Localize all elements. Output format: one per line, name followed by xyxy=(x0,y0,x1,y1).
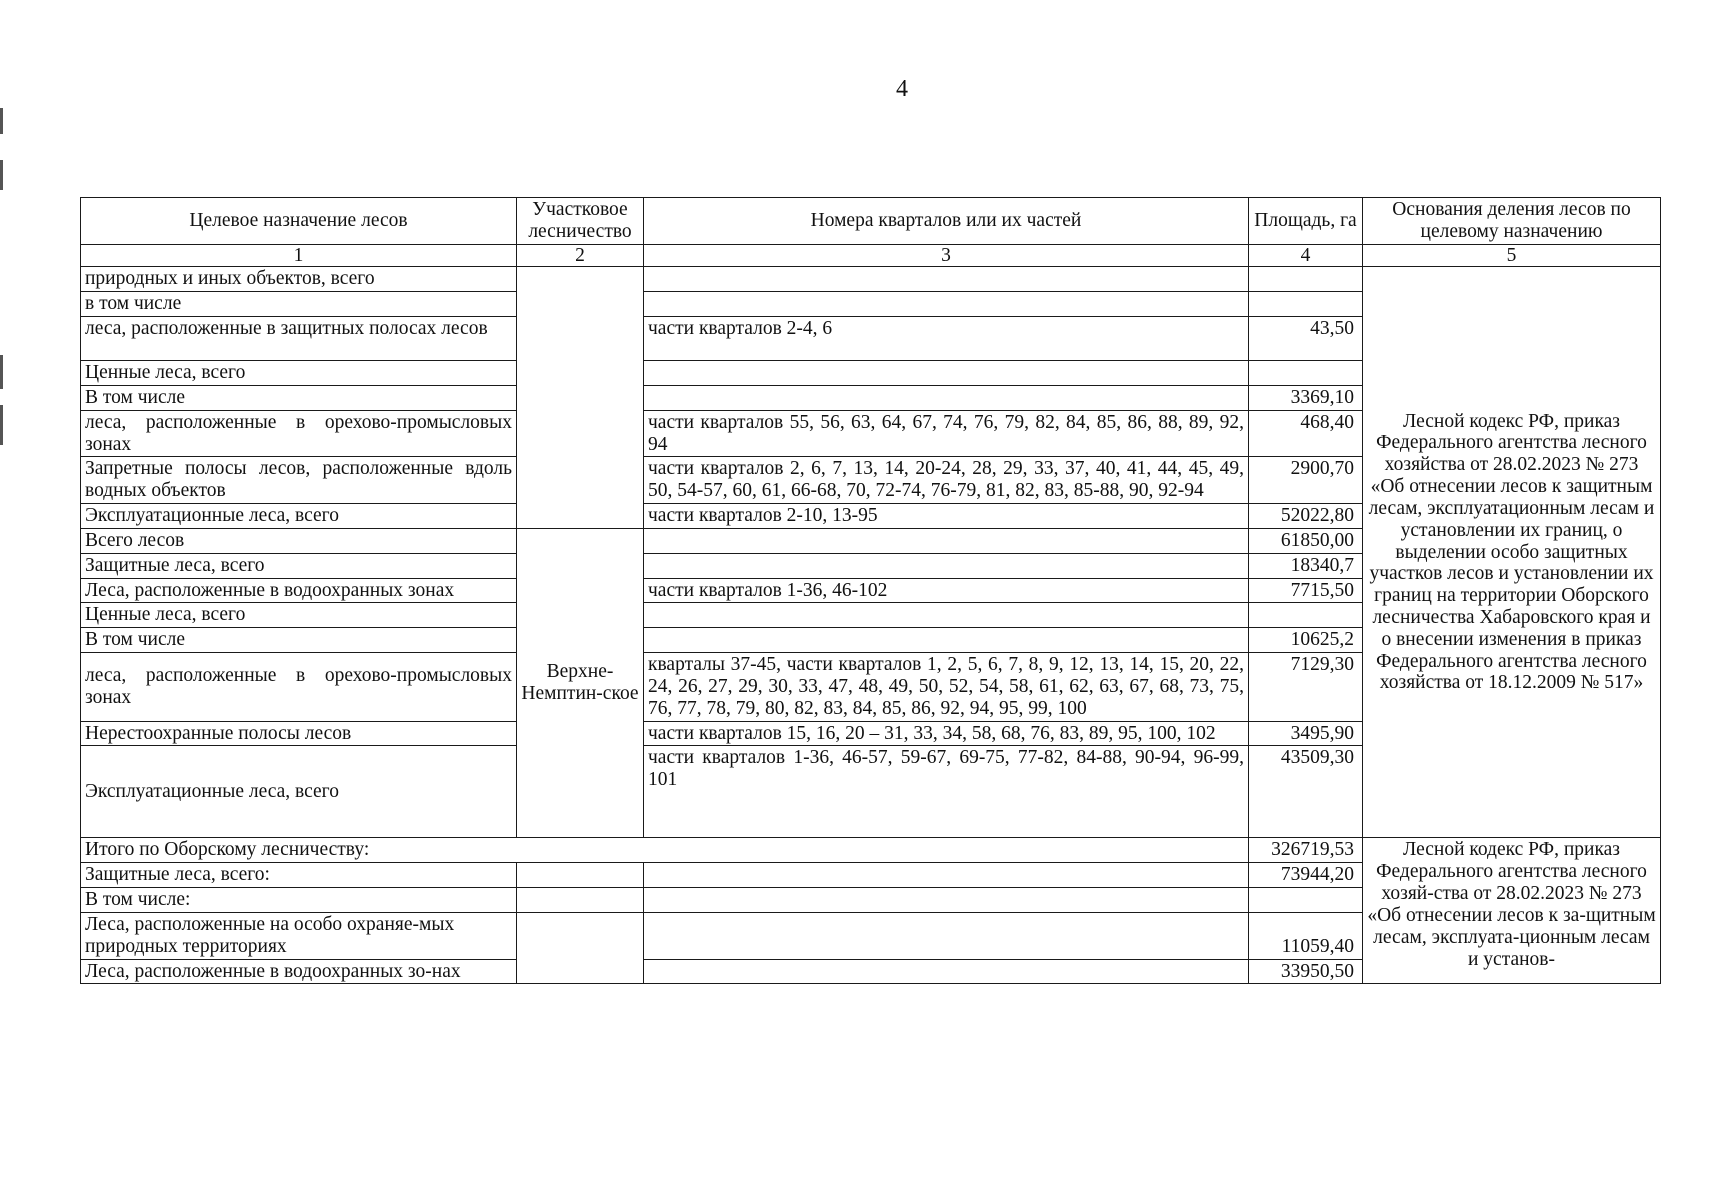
quarters-cell: части кварталов 1-36, 46-102 xyxy=(644,578,1249,603)
quarters-cell: части кварталов 2-4, 6 xyxy=(644,317,1249,361)
area-cell: 43509,30 xyxy=(1249,746,1363,838)
basis-cell: Лесной кодекс РФ, приказ Федерального агентства лесного хозяй-ства от 28.02.2023 № 273 «Об отнесении лесов к за-щитным лесам, эксплуата-ционным лесам и установ- xyxy=(1363,838,1661,984)
purpose-cell: леса, расположенные в орехово-промысловых зонах xyxy=(81,410,517,457)
table-row xyxy=(81,267,1661,292)
quarters-cell: части кварталов 2, 6, 7, 13, 14, 20-24, 28, 29, 33, 37, 40, 41, 44, 45, 49, 50, 54-57, 60, 61, 66-68, 70, 72-74, 76-79, 81, 82, 83, 85-88, 90, 92-94 xyxy=(644,457,1249,504)
header-basis: Основания деления лесов по целевому назначению xyxy=(1363,198,1661,245)
purpose-cell: Нерестоохранные полосы лесов xyxy=(81,721,517,746)
purpose-cell: Защитные леса, всего xyxy=(81,553,517,578)
quarters-cell xyxy=(644,267,1249,292)
area-cell: 468,40 xyxy=(1249,410,1363,457)
quarters-cell xyxy=(644,628,1249,653)
purpose-cell: Ценные леса, всего xyxy=(81,603,517,628)
district-cell xyxy=(517,267,644,528)
forest-purpose-table-sheet xyxy=(80,197,1660,984)
header-purpose: Целевое назначение лесов xyxy=(81,198,517,245)
area-cell: 73944,20 xyxy=(1249,863,1363,888)
column-number: 5 xyxy=(1363,244,1661,267)
purpose-cell: леса, расположенные в защитных полосах лесов xyxy=(81,317,517,361)
quarters-cell: части кварталов 1-36, 46-57, 59-67, 69-75, 77-82, 84-88, 90-94, 96-99, 101 xyxy=(644,746,1249,838)
quarters-cell: части кварталов 2-10, 13-95 xyxy=(644,504,1249,529)
quarters-cell xyxy=(644,912,1249,959)
purpose-cell: В том числе xyxy=(81,385,517,410)
area-cell xyxy=(1249,292,1363,317)
purpose-cell: природных и иных объектов, всего xyxy=(81,267,517,292)
column-number: 1 xyxy=(81,244,517,267)
header-quarters: Номера кварталов или их частей xyxy=(644,198,1249,245)
area-cell xyxy=(1249,267,1363,292)
area-cell xyxy=(1249,361,1363,386)
quarters-cell: части кварталов 15, 16, 20 – 31, 33, 34, 58, 68, 76, 83, 89, 95, 100, 102 xyxy=(644,721,1249,746)
header-area: Площадь, га xyxy=(1249,198,1363,245)
margin-mark xyxy=(0,405,3,445)
area-cell: 7715,50 xyxy=(1249,578,1363,603)
purpose-cell: В том числе xyxy=(81,628,517,653)
page-number: 4 xyxy=(896,76,908,102)
purpose-cell: в том числе xyxy=(81,292,517,317)
basis-cell: Лесной кодекс РФ, приказ Федерального агентства лесного хозяйства от 28.02.2023 № 273 «Об отнесении лесов к защитным лесам, эксплуатационным лесам и установлении их границ, о выделении особо защитных участков лесов и установлении их границ на территории Оборского лесничества Хабаровского края и о внесении изменения в приказ Федерального агентства лесного хозяйства от 18.12.2009 № 517» xyxy=(1363,267,1661,838)
header-district: Участковое лесничество xyxy=(517,198,644,245)
purpose-cell: В том числе: xyxy=(81,888,517,913)
table-row xyxy=(81,838,1661,863)
quarters-cell xyxy=(644,863,1249,888)
purpose-cell: Защитные леса, всего: xyxy=(81,863,517,888)
area-cell: 52022,80 xyxy=(1249,504,1363,529)
area-cell: 18340,7 xyxy=(1249,553,1363,578)
district-cell xyxy=(517,888,644,913)
quarters-cell xyxy=(644,553,1249,578)
area-cell xyxy=(1249,603,1363,628)
district-cell xyxy=(517,912,644,983)
area-cell: 3495,90 xyxy=(1249,721,1363,746)
purpose-cell: леса, расположенные в орехово-промысловых зонах xyxy=(81,653,517,721)
purpose-cell: Эксплуатационные леса, всего xyxy=(81,746,517,838)
column-number: 3 xyxy=(644,244,1249,267)
purpose-cell: Итого по Оборскому лесничеству: xyxy=(81,838,1249,863)
quarters-cell xyxy=(644,603,1249,628)
district-cell: Верхне-Немптин-ское xyxy=(517,528,644,837)
area-cell: 326719,53 xyxy=(1249,838,1363,863)
purpose-cell: Эксплуатационные леса, всего xyxy=(81,504,517,529)
area-cell xyxy=(1249,888,1363,913)
margin-mark xyxy=(0,160,3,190)
quarters-cell xyxy=(644,888,1249,913)
quarters-cell xyxy=(644,361,1249,386)
area-cell: 7129,30 xyxy=(1249,653,1363,721)
quarters-cell xyxy=(644,385,1249,410)
area-cell: 11059,40 xyxy=(1249,912,1363,959)
quarters-cell: кварталы 37-45, части кварталов 1, 2, 5, 6, 7, 8, 9, 12, 13, 14, 15, 20, 22, 24, 26, 27, 29, 30, 33, 47, 48, 49, 50, 52, 54, 58, 61, 62, 63, 67, 68, 73, 75, 76, 77, 78, 79, 80, 82, 83, 84, 85, 86, 92, 94, 95, 99, 100 xyxy=(644,653,1249,721)
forest-purpose-table xyxy=(80,197,1661,984)
quarters-cell: части кварталов 55, 56, 63, 64, 67, 74, 76, 79, 82, 84, 85, 86, 88, 89, 92, 94 xyxy=(644,410,1249,457)
district-cell xyxy=(517,863,644,888)
margin-mark xyxy=(0,108,3,134)
area-cell: 3369,10 xyxy=(1249,385,1363,410)
purpose-cell: Всего лесов xyxy=(81,528,517,553)
purpose-cell: Ценные леса, всего xyxy=(81,361,517,386)
column-number: 2 xyxy=(517,244,644,267)
margin-mark xyxy=(0,355,3,389)
area-cell: 33950,50 xyxy=(1249,959,1363,984)
area-cell: 43,50 xyxy=(1249,317,1363,361)
quarters-cell xyxy=(644,292,1249,317)
purpose-cell: Леса, расположенные в водоохранных зо-нах xyxy=(81,959,517,984)
purpose-cell: Леса, расположенные в водоохранных зонах xyxy=(81,578,517,603)
purpose-cell: Леса, расположенные на особо охраняе-мых природных территориях xyxy=(81,912,517,959)
area-cell: 61850,00 xyxy=(1249,528,1363,553)
quarters-cell xyxy=(644,528,1249,553)
column-number: 4 xyxy=(1249,244,1363,267)
quarters-cell xyxy=(644,959,1249,984)
purpose-cell: Запретные полосы лесов, расположенные вдоль водных объектов xyxy=(81,457,517,504)
area-cell: 10625,2 xyxy=(1249,628,1363,653)
area-cell: 2900,70 xyxy=(1249,457,1363,504)
